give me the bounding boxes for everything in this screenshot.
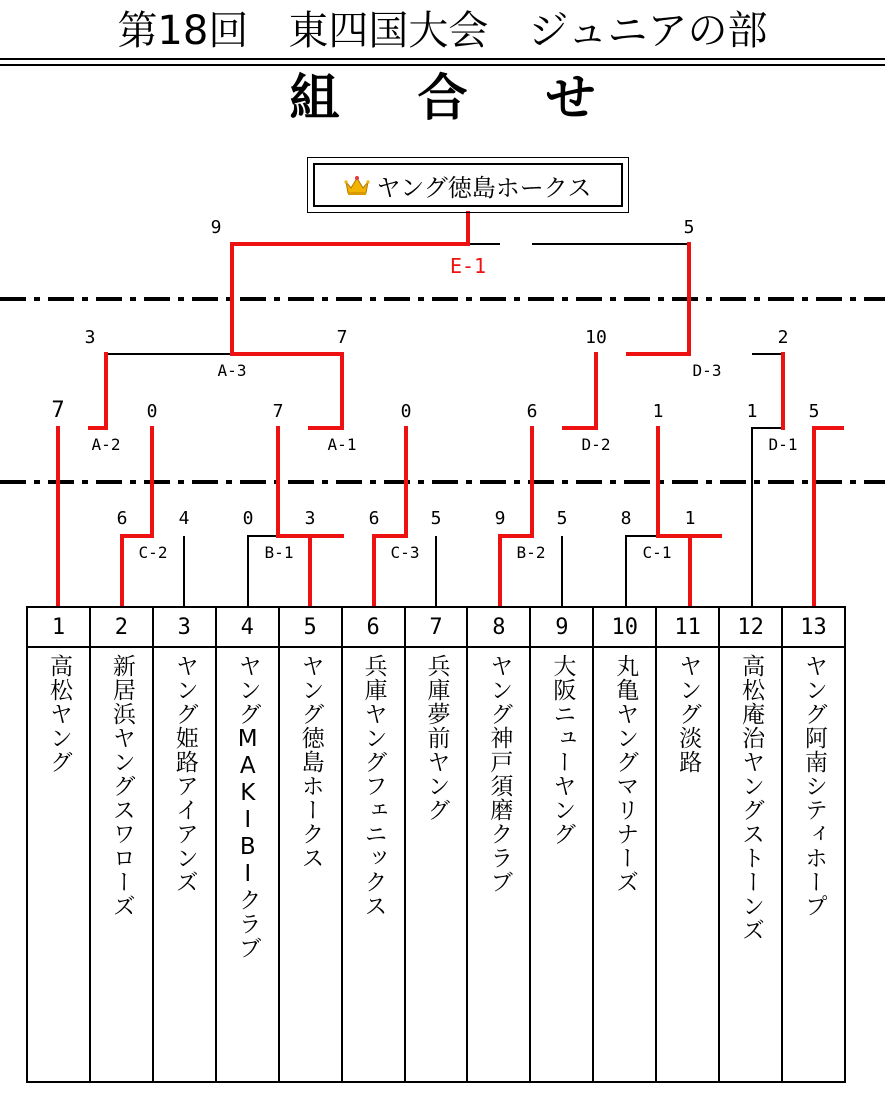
score: 0 bbox=[242, 508, 254, 529]
team-name: 兵庫ヤングフェニックス bbox=[360, 654, 387, 918]
team-name: 大阪ニューヤング bbox=[549, 654, 576, 846]
team-column bbox=[720, 608, 783, 1081]
page-title: 第18回 東四国大会 ジュニアの部 bbox=[117, 8, 768, 54]
match-id: C-2 bbox=[138, 543, 168, 562]
team-number: 6 bbox=[343, 608, 404, 648]
page-subtitle: 組合せ bbox=[289, 69, 674, 127]
team-number: 12 bbox=[720, 608, 781, 648]
score: 0 bbox=[146, 401, 158, 422]
match-id: A-1 bbox=[327, 435, 357, 454]
team-column bbox=[91, 608, 154, 1081]
team-name: 兵庫夢前ヤング bbox=[423, 654, 450, 822]
score: 1 bbox=[652, 401, 664, 422]
winner-path bbox=[90, 354, 106, 428]
team-number: 13 bbox=[783, 608, 844, 648]
match-id: D-2 bbox=[581, 435, 611, 454]
match-id: B-1 bbox=[264, 543, 294, 562]
score: 0 bbox=[400, 401, 412, 422]
score: 1 bbox=[684, 508, 696, 529]
match-id: A-2 bbox=[91, 435, 121, 454]
winner-path bbox=[232, 213, 468, 354]
team-column bbox=[531, 608, 594, 1081]
score: 1 bbox=[746, 401, 758, 422]
team-name: 高松ヤング bbox=[45, 654, 72, 774]
score: 7 bbox=[272, 401, 284, 422]
team-number: 9 bbox=[531, 608, 592, 648]
team-column bbox=[28, 608, 91, 1081]
score: 8 bbox=[620, 508, 632, 529]
team-name: ヤング淡路 bbox=[675, 654, 702, 774]
score: 7 bbox=[51, 398, 65, 423]
team-number: 2 bbox=[91, 608, 152, 648]
winner-path bbox=[690, 536, 720, 606]
final-match-id: E-1 bbox=[449, 254, 487, 278]
score: 2 bbox=[777, 327, 789, 348]
score: 5 bbox=[430, 508, 442, 529]
team-number: 7 bbox=[406, 608, 467, 648]
team-column bbox=[468, 608, 531, 1081]
team-number: 8 bbox=[468, 608, 529, 648]
score: 7 bbox=[336, 327, 348, 348]
score: 3 bbox=[304, 508, 316, 529]
match-id: A-3 bbox=[217, 361, 247, 380]
team-number: 10 bbox=[594, 608, 655, 648]
team-column bbox=[154, 608, 217, 1081]
team-number: 4 bbox=[217, 608, 278, 648]
team-column bbox=[343, 608, 406, 1081]
match-id: B-2 bbox=[516, 543, 546, 562]
champion-name: ヤング徳島ホークス bbox=[376, 173, 592, 202]
team-table bbox=[26, 606, 846, 1083]
winner-path bbox=[814, 428, 842, 606]
match-id: D-3 bbox=[692, 361, 722, 380]
score: 4 bbox=[178, 508, 190, 529]
score: 10 bbox=[585, 327, 607, 348]
team-name: ヤング阿南シティホープ bbox=[801, 654, 828, 918]
champion-box bbox=[307, 157, 629, 213]
match-id: C-3 bbox=[390, 543, 420, 562]
score: 6 bbox=[368, 508, 380, 529]
team-number: 5 bbox=[280, 608, 341, 648]
team-name: ヤング姫路アイアンズ bbox=[171, 654, 198, 894]
team-column bbox=[783, 608, 844, 1081]
score: 9 bbox=[494, 508, 506, 529]
winner-path bbox=[232, 354, 342, 428]
match-id: D-1 bbox=[768, 435, 798, 454]
score: 5 bbox=[683, 217, 695, 238]
team-number: 3 bbox=[154, 608, 215, 648]
team-column bbox=[594, 608, 657, 1081]
team-name: 丸亀ヤングマリナーズ bbox=[612, 654, 639, 894]
team-column bbox=[280, 608, 343, 1081]
crown-icon bbox=[344, 174, 370, 196]
score: 6 bbox=[526, 401, 538, 422]
winner-path bbox=[564, 354, 596, 428]
team-name: 新居浜ヤングスワローズ bbox=[108, 654, 135, 918]
team-column bbox=[217, 608, 280, 1081]
team-column bbox=[657, 608, 720, 1081]
team-name: ヤング神戸須磨クラブ bbox=[486, 654, 513, 894]
match-id: C-1 bbox=[642, 543, 672, 562]
score: 3 bbox=[84, 327, 96, 348]
team-number: 11 bbox=[657, 608, 718, 648]
team-column bbox=[406, 608, 469, 1081]
team-name: ヤングMAKIBIクラブ bbox=[234, 654, 261, 960]
winner-path bbox=[310, 536, 342, 606]
bracket-line bbox=[752, 428, 783, 606]
score: 9 bbox=[210, 217, 222, 238]
team-number: 1 bbox=[28, 608, 89, 648]
score: 5 bbox=[808, 401, 820, 422]
score: 6 bbox=[116, 508, 128, 529]
team-name: ヤング徳島ホークス bbox=[297, 654, 324, 870]
score: 5 bbox=[556, 508, 568, 529]
team-name: 高松庵治ヤングストーンズ bbox=[738, 654, 765, 942]
